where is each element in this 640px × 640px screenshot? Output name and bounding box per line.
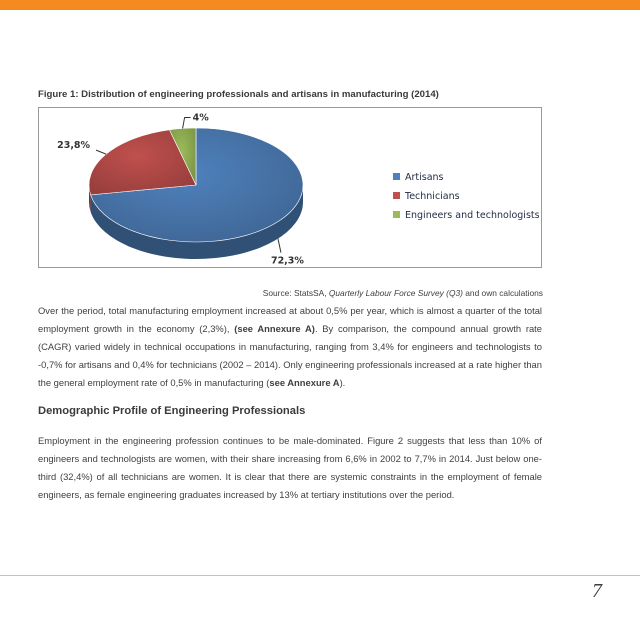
paragraph1-text-c: ). — [339, 377, 346, 388]
paragraph1-text-b: . By comparison, the compound annual growth rate (CAGR) varied widely in technical occupations in manufacturing, ranging from 3,4% for engineers and technologists to -0,7% for artisans and 0,4% for technicians (2002 – 2014). Only engineering professionals increased at a rate higher than the general employment rate of 0,5% in manufacturing ( — [38, 323, 542, 388]
pie-chart — [38, 107, 542, 268]
pie-chart-svg — [39, 108, 541, 267]
top-accent-bar — [0, 0, 640, 10]
figure-source — [263, 288, 543, 298]
paragraph-employment-growth — [38, 302, 542, 392]
page-number: 7 — [592, 580, 602, 602]
legend-swatch-artisans — [393, 173, 400, 180]
source-suffix: and own calculations — [462, 288, 543, 298]
leader-line-artisans — [278, 239, 281, 253]
legend-label-artisans: Artisans — [405, 172, 444, 183]
data-label-artisans: 72,3% — [270, 255, 304, 267]
source-title: Quarterly Labour Force Survey (Q3) — [328, 288, 463, 298]
annexure-reference-2: see Annexure A — [269, 377, 340, 388]
legend-swatch-technicians — [393, 192, 400, 199]
data-label-technicians: 23,8% — [57, 140, 91, 152]
annexure-reference-1: (see Annexure A) — [234, 323, 315, 334]
source-prefix: Source: StatsSA, — [262, 288, 329, 298]
leader-line-technicians — [96, 150, 106, 154]
paragraph-demographic-profile: Employment in the engineering profession continues to be male-dominated. Figure 2 suggests that less than 10% of engineers and technologists are women, with their share increasing from 6,6% in 2002 to 7,7% in 2014. Just below one-third (32,4%) of all technicians are women. It is clear that there are systemic constraints in the employment of female engineers, as female engineering graduates increased by 13% at tertiary institutions over the period. — [38, 435, 542, 500]
leader-line-engineers-and-technologists — [183, 117, 191, 128]
footer-divider — [0, 575, 640, 576]
legend-label-technicians: Technicians — [405, 191, 460, 202]
section-heading: Demographic Profile of Engineering Professionals — [38, 405, 306, 417]
data-label-engineers-and-technologists: 4% — [192, 112, 209, 124]
paragraph1-text-a: Over the period, total manufacturing employment increased at about 0,5% per year, which is almost a quarter of the total employment growth in the economy (2,3%), — [38, 305, 542, 334]
legend-swatch-engineers-and-technologists — [393, 211, 400, 218]
figure-caption: Figure 1: Distribution of engineering professionals and artisans in manufacturing (2014) — [38, 89, 439, 100]
legend-label-engineers-and-technologists: Engineers and technologists — [405, 210, 540, 221]
